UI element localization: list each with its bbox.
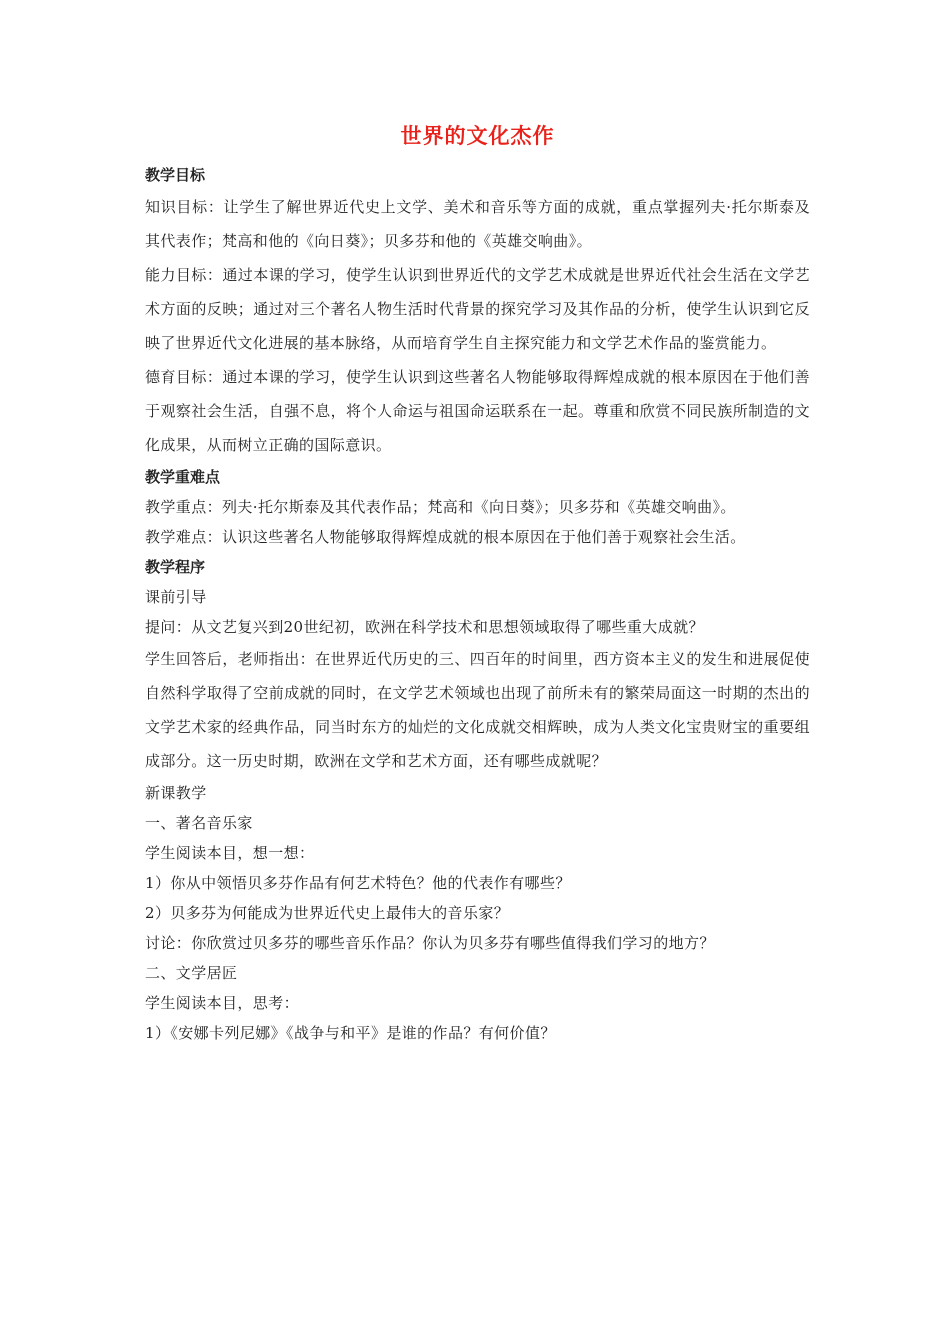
part1-title: 一、著名音乐家 <box>145 814 253 832</box>
section-heading-procedure: 教学程序 <box>145 558 206 576</box>
teacher-answer-paragraph: 学生回答后，老师指出：在世界近代历史的三、四百年的时间里，西方资本主义的发生和进展促使自然科学取得了空前成就的同时，在文学艺术领域也出现了前所未有的繁荣局面这一时期的杰出的文学艺术家的经典作品，同当时东方的灿烂的文化成就交相辉映，成为人类文化宝贵财宝的重要组成部分。这一历史时期，欧洲在文学和艺术方面，还有哪些成就呢？ <box>145 650 810 770</box>
intro-label: 课前引导 <box>145 588 207 606</box>
part1-question-1: 1）你从中领悟贝多芬作品有何艺术特色？他的代表作有哪些？ <box>145 874 571 892</box>
ability-goal-paragraph: 能力目标：通过本课的学习，使学生认识到世界近代的文学艺术成就是世界近代社会生活在文学艺术方面的反映；通过对三个著名人物生活时代背景的探究学习及其作品的分析，使学生认识到它反映了世界近代文化进展的基本脉络，从而培育学生自主探究能力和文学艺术作品的鉴赏能力。 <box>145 266 810 352</box>
part1-discussion: 讨论：你欣赏过贝多芬的哪些音乐作品？你认为贝多芬有哪些值得我们学习的地方？ <box>145 934 715 952</box>
intro-question: 提问：从文艺复兴到20世纪初，欧洲在科学技术和思想领域取得了哪些重大成就？ <box>145 618 704 636</box>
moral-goal-paragraph: 德育目标：通过本课的学习，使学生认识到这些著名人物能够取得辉煌成就的根本原因在于他们善于观察社会生活，自强不息，将个人命运与祖国命运联系在一起。尊重和欣赏不同民族所制造的文化成果，从而树立正确的国际意识。 <box>145 368 810 454</box>
new-lesson-label: 新课教学 <box>145 784 207 802</box>
document-content <box>145 118 810 1048</box>
part2-question-1: 1）《安娜卡列尼娜》《战争与和平》是谁的作品？有何价值？ <box>145 1024 556 1042</box>
key-point-line: 教学重点：列夫·托尔斯泰及其代表作品；梵高和《向日葵》；贝多芬和《英雄交响曲》。 <box>145 498 736 516</box>
section-heading-goals: 教学目标 <box>145 166 206 184</box>
part2-title: 二、文学居匠 <box>145 964 238 982</box>
document-title: 世界的文化杰作 <box>400 124 555 148</box>
part1-reading-prompt: 学生阅读本目，想一想： <box>145 844 315 862</box>
part2-reading-prompt: 学生阅读本目，思考： <box>145 994 300 1012</box>
difficulty-line: 教学难点：认识这些著名人物能够取得辉煌成就的根本原因在于他们善于观察社会生活。 <box>145 528 746 546</box>
part1-question-2: 2）贝多芬为何能成为世界近代史上最伟大的音乐家？ <box>145 904 510 922</box>
knowledge-goal-paragraph: 知识目标：让学生了解世界近代史上文学、美术和音乐等方面的成就，重点掌握列夫·托尔斯泰及其代表作；梵高和他的《向日葵》；贝多芬和他的《英雄交响曲》。 <box>145 198 810 250</box>
section-heading-key-points: 教学重难点 <box>145 468 221 486</box>
